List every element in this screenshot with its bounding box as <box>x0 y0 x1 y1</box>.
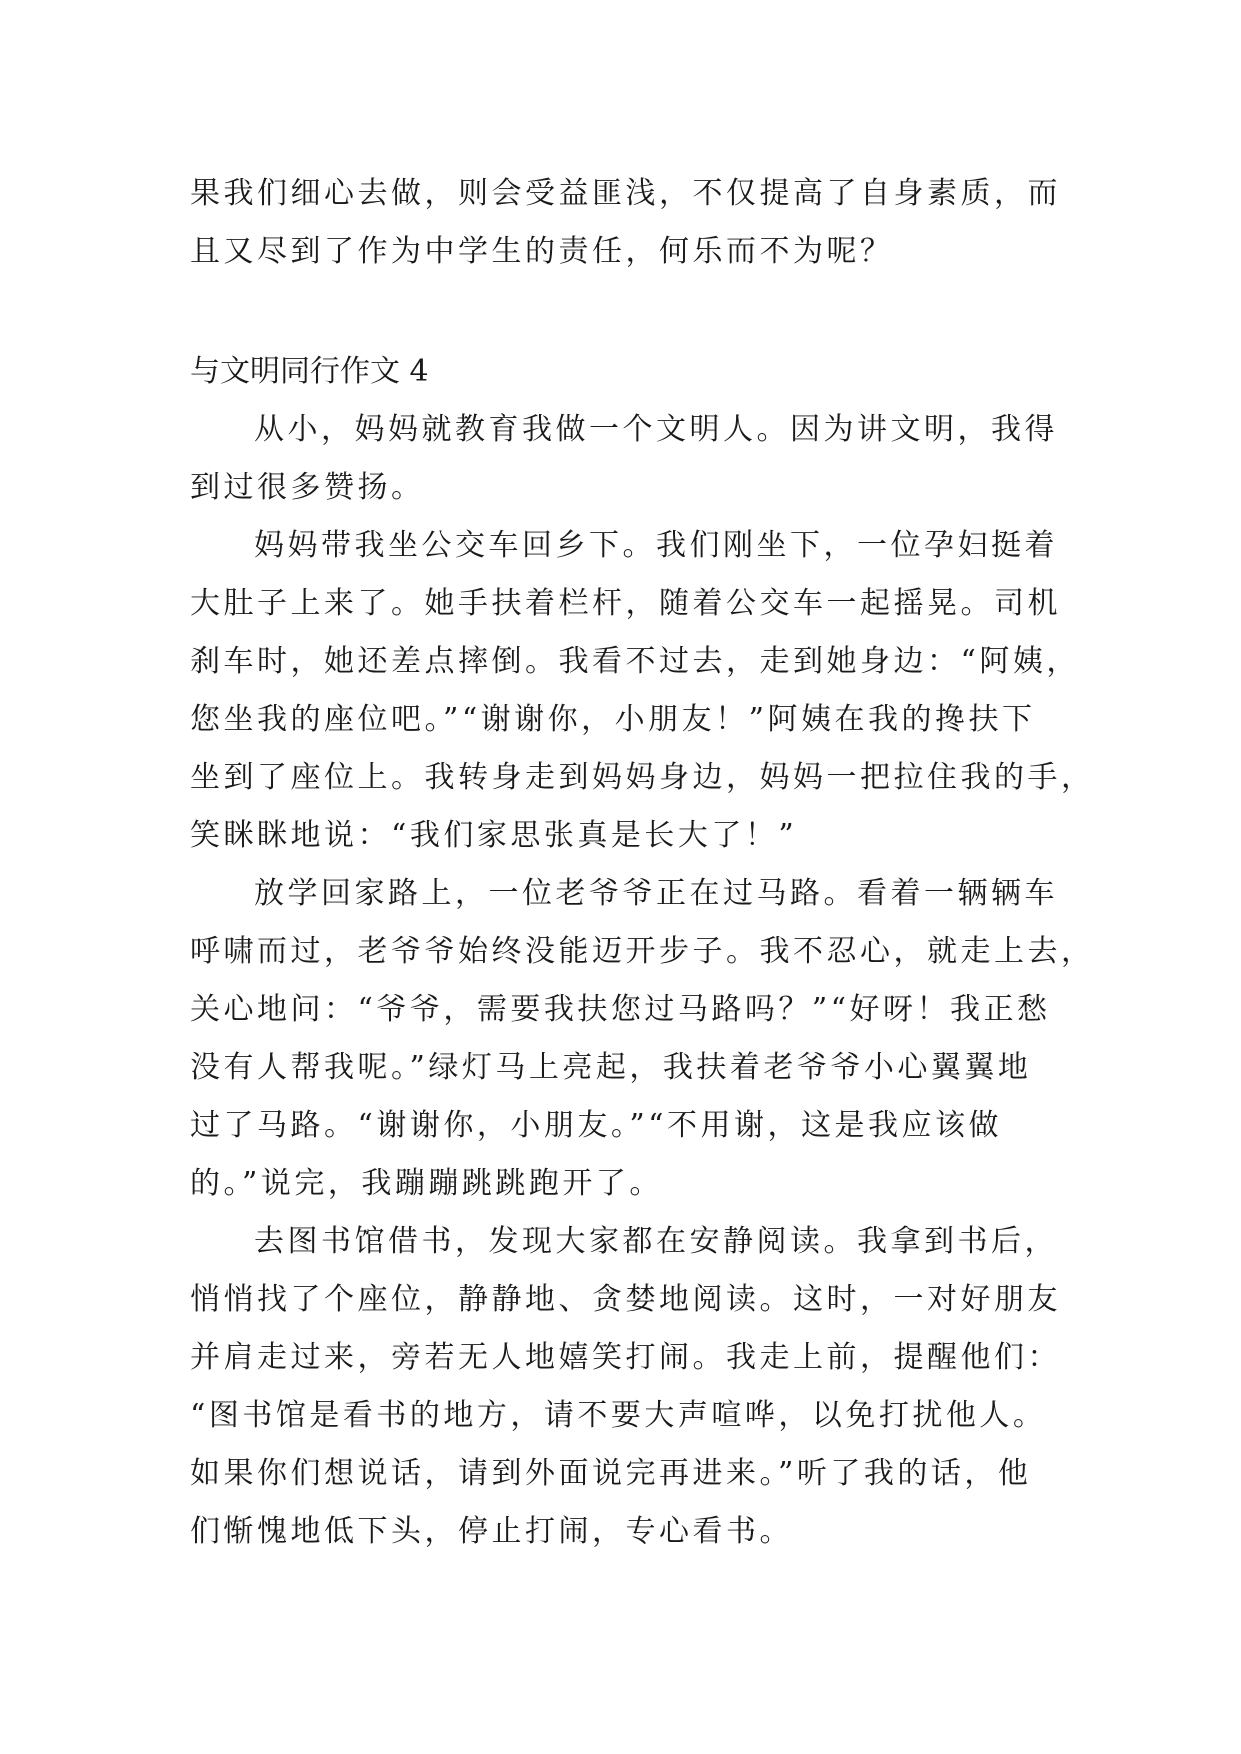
document-body <box>190 165 1095 1561</box>
text-line: 去图书馆借书，发现大家都在安静阅读。我拿到书后， <box>254 1224 1058 1259</box>
text-line: 放学回家路上，一位老爷爷正在过马路。看着一辆辆车 <box>254 876 1058 911</box>
text-line: 刹车时，她还差点摔倒。我看不过去，走到她身边：“阿姨， <box>190 644 1080 679</box>
text-line: 从小，妈妈就教育我做一个文明人。因为讲文明，我得 <box>254 412 1058 447</box>
text-line: 笑眯眯地说：“我们家思张真是长大了！” <box>190 818 798 853</box>
paragraph-2 <box>190 517 1095 865</box>
section-gap <box>190 281 1070 343</box>
text-line: 且又尽到了作为中学生的责任，何乐而不为呢？ <box>190 234 894 269</box>
section-title: 与文明同行作文 4 <box>190 354 429 389</box>
paragraph-4 <box>190 1213 1070 1561</box>
text-line: 坐到了座位上。我转身走到妈妈身边，妈妈一把拉住我的手， <box>190 760 1095 795</box>
text-line: 如果你们想说话，请到外面说完再进来。”听了我的话，他 <box>190 1456 1032 1491</box>
text-line: 到过很多赞扬。 <box>190 470 425 505</box>
text-line: 您坐我的座位吧。”“谢谢你，小朋友！”阿姨在我的搀扶下 <box>190 702 1036 737</box>
text-line: 果我们细心去做，则会受益匪浅，不仅提高了自身素质，而 <box>190 176 1061 211</box>
intro-paragraph <box>190 165 1070 281</box>
text-line: 悄悄找了个座位，静静地、贪婪地阅读。这时，一对好朋友 <box>190 1282 1061 1317</box>
text-line: 关心地问：“爷爷，需要我扶您过马路吗？”“好呀！我正愁 <box>190 992 1051 1027</box>
text-line: 们惭愧地低下头，停止打闹，专心看书。 <box>190 1514 793 1549</box>
text-line: 大肚子上来了。她手扶着栏杆，随着公交车一起摇晃。司机 <box>190 586 1061 621</box>
paragraph-1 <box>190 401 1070 517</box>
paragraph-3 <box>190 865 1095 1213</box>
text-line: “图书馆是看书的地方，请不要大声喧哗，以免打扰他人。 <box>190 1398 1047 1433</box>
text-line: 并肩走过来，旁若无人地嬉笑打闹。我走上前，提醒他们： <box>190 1340 1061 1375</box>
text-line: 没有人帮我呢。”绿灯马上亮起，我扶着老爷爷小心翼翼地 <box>190 1050 1032 1085</box>
text-line: 呼啸而过，老爷爷始终没能迈开步子。我不忍心，就走上去， <box>190 934 1095 969</box>
text-line: 妈妈带我坐公交车回乡下。我们刚坐下，一位孕妇挺着 <box>254 528 1058 563</box>
text-line: 过了马路。“谢谢你，小朋友。”“不用谢，这是我应该做 <box>190 1108 1003 1143</box>
text-line: 的。”说完，我蹦蹦跳跳跑开了。 <box>190 1166 663 1201</box>
